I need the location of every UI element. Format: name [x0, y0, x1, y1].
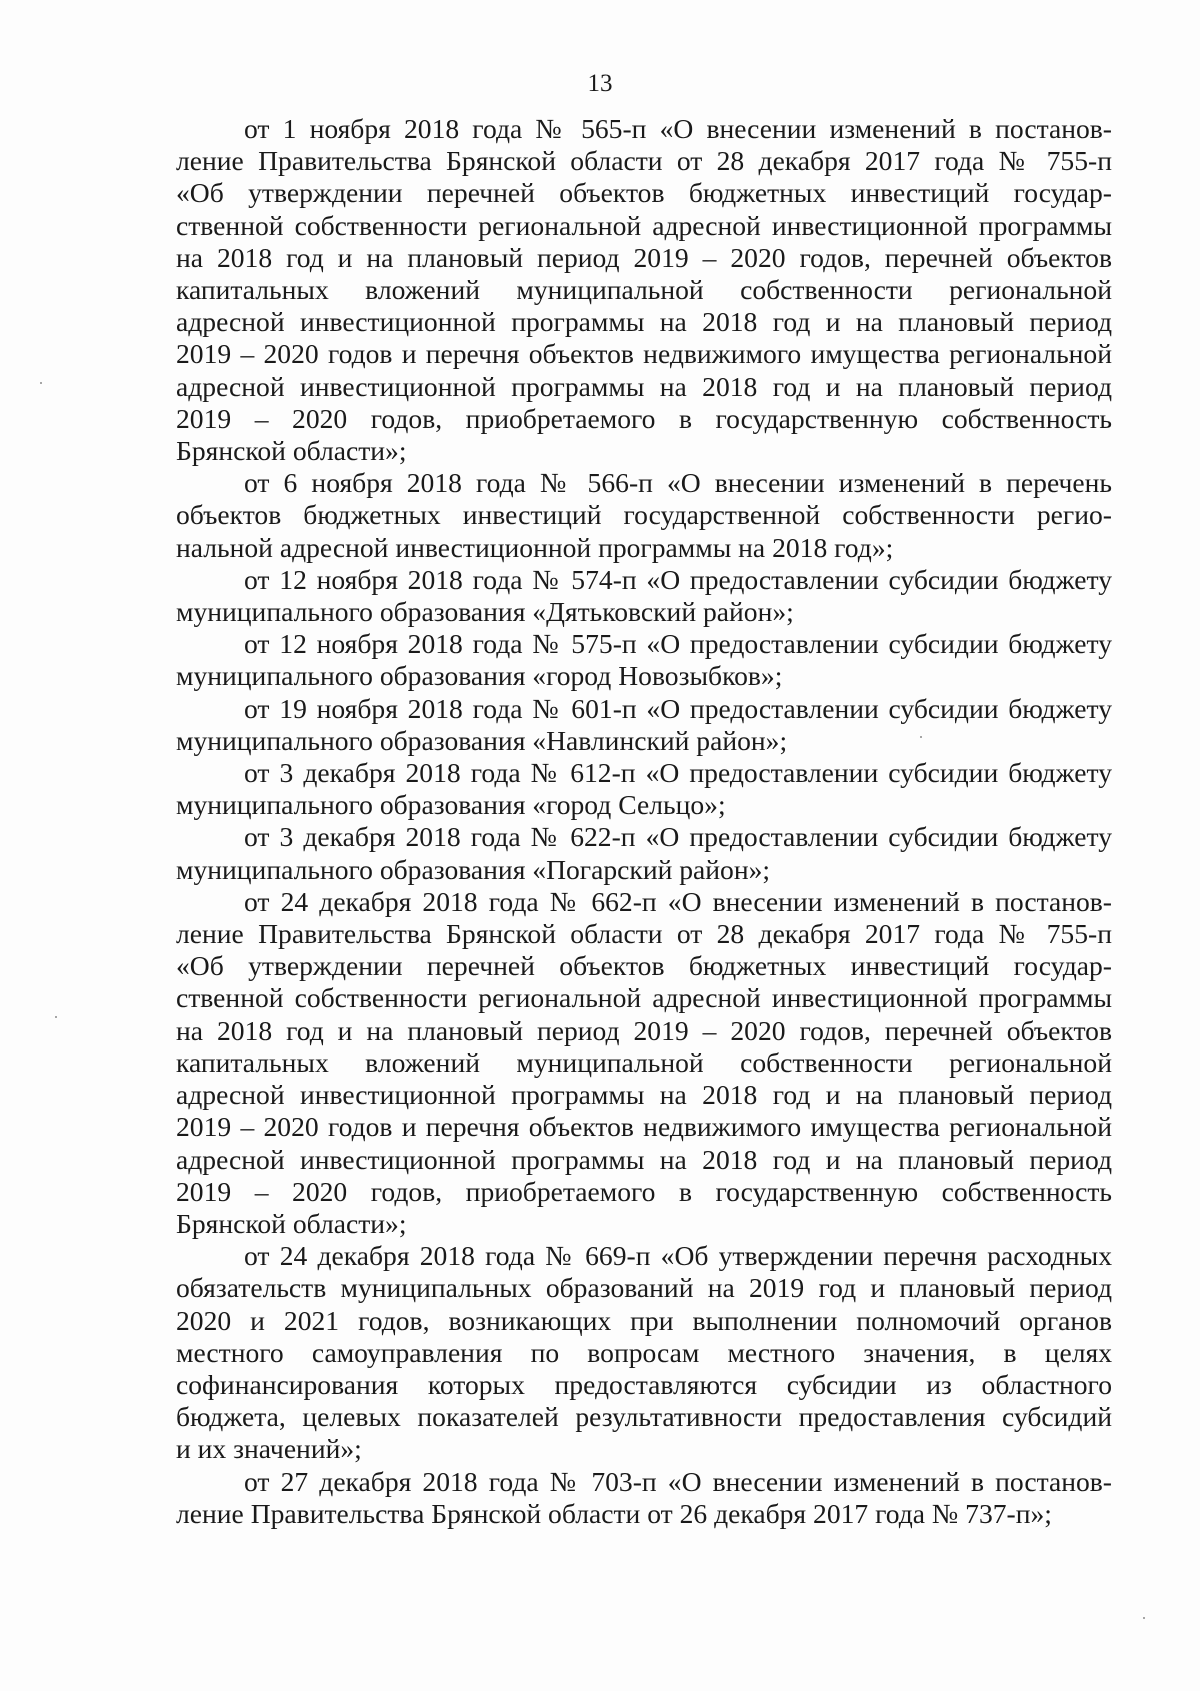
paragraph	[176, 693, 1112, 757]
text-line: бюджета, целевых показателей результативности предоставления субсидий	[176, 1401, 1112, 1433]
paragraph	[176, 886, 1112, 1240]
text-line: адресной инвестиционной программы на 2018 год и на плановый период	[176, 370, 1112, 402]
text-line: «Об утверждении перечней объектов бюджетных инвестиций государ-	[176, 950, 1112, 982]
paragraph	[176, 628, 1112, 692]
text-line: 2019 – 2020 годов, приобретаемого в государственную собственность	[176, 1175, 1112, 1207]
paragraph	[176, 564, 1112, 628]
text-line: от 12 ноября 2018 года № 574-п «О предоставлении субсидии бюджету	[244, 563, 1112, 595]
text-line: 2019 – 2020 годов, приобретаемого в государственную собственность	[176, 402, 1112, 434]
text-line: от 12 ноября 2018 года № 575-п «О предоставлении субсидии бюджету	[244, 628, 1112, 660]
paragraph	[176, 113, 1112, 467]
text-line: 2020 и 2021 годов, возникающих при выполнении полномочий органов	[176, 1304, 1112, 1336]
text-line: муниципального образования «Дятьковский район»;	[176, 596, 794, 628]
text-line: от 24 декабря 2018 года № 669-п «Об утверждении перечня расходных	[244, 1240, 1112, 1272]
scan-speck	[920, 736, 922, 738]
scan-speck	[55, 1016, 57, 1018]
text-line: Брянской области»;	[176, 435, 407, 467]
paragraph	[176, 1240, 1112, 1465]
text-line: адресной инвестиционной программы на 2018 год и на плановый период	[176, 1079, 1112, 1111]
paragraph	[176, 467, 1112, 564]
text-line: объектов бюджетных инвестиций государственной собственности регио-	[176, 499, 1112, 531]
text-line: и их значений»;	[176, 1433, 362, 1465]
paragraph	[176, 821, 1112, 885]
text-line: капитальных вложений муниципальной собственности региональной	[176, 1046, 1112, 1078]
text-line: муниципального образования «Навлинский район»;	[176, 724, 788, 756]
paragraph	[176, 757, 1112, 821]
text-line: адресной инвестиционной программы на 2018 год и на плановый период	[176, 306, 1112, 338]
text-line: на 2018 год и на плановый период 2019 – 2020 годов, перечней объектов	[176, 1014, 1112, 1046]
text-line: ление Правительства Брянской области от 28 декабря 2017 года № 755-п	[176, 918, 1112, 950]
document-body	[176, 113, 1112, 1530]
text-line: на 2018 год и на плановый период 2019 – 2020 годов, перечней объектов	[176, 241, 1112, 273]
text-line: муниципального образования «город Сельцо»;	[176, 789, 726, 821]
text-line: местного самоуправления по вопросам местного значения, в целях	[176, 1336, 1112, 1368]
text-line: от 19 ноября 2018 года № 601-п «О предоставлении субсидии бюджету	[244, 692, 1112, 724]
scan-speck	[40, 382, 42, 384]
text-line: Брянской области»;	[176, 1207, 407, 1239]
paragraph	[176, 1466, 1112, 1530]
text-line: ственной собственности региональной адресной инвестиционной программы	[176, 209, 1112, 241]
text-line: нальной адресной инвестиционной программы на 2018 год»;	[176, 531, 894, 563]
text-line: муниципального образования «город Новозыбков»;	[176, 660, 783, 692]
text-line: муниципального образования «Погарский район»;	[176, 853, 771, 885]
text-line: «Об утверждении перечней объектов бюджетных инвестиций государ-	[176, 177, 1112, 209]
scan-speck	[1143, 1617, 1145, 1619]
text-line: ление Правительства Брянской области от 26 декабря 2017 года № 737-п»;	[176, 1497, 1052, 1529]
text-line: обязательств муниципальных образований на 2019 год и плановый период	[176, 1272, 1112, 1304]
text-line: адресной инвестиционной программы на 2018 год и на плановый период	[176, 1143, 1112, 1175]
text-line: капитальных вложений муниципальной собственности региональной	[176, 274, 1112, 306]
text-line: 2019 – 2020 годов и перечня объектов недвижимого имущества региональной	[176, 338, 1112, 370]
text-line: от 6 ноября 2018 года № 566-п «О внесении изменений в перечень	[244, 467, 1112, 499]
text-line: от 27 декабря 2018 года № 703-п «О внесении изменений в постанов-	[244, 1465, 1112, 1497]
text-line: от 1 ноября 2018 года № 565-п «О внесении изменений в постанов-	[244, 113, 1112, 144]
text-line: ственной собственности региональной адресной инвестиционной программы	[176, 982, 1112, 1014]
text-line: софинансирования которых предоставляются субсидии из областного	[176, 1368, 1112, 1400]
text-line: от 3 декабря 2018 года № 612-п «О предоставлении субсидии бюджету	[244, 757, 1112, 789]
text-line: 2019 – 2020 годов и перечня объектов недвижимого имущества региональной	[176, 1111, 1112, 1143]
page-number: 13	[587, 70, 613, 97]
text-line: от 3 декабря 2018 года № 622-п «О предоставлении субсидии бюджету	[244, 821, 1112, 853]
text-line: от 24 декабря 2018 года № 662-п «О внесении изменений в постанов-	[244, 885, 1112, 917]
text-line: ление Правительства Брянской области от 28 декабря 2017 года № 755-п	[176, 145, 1112, 177]
